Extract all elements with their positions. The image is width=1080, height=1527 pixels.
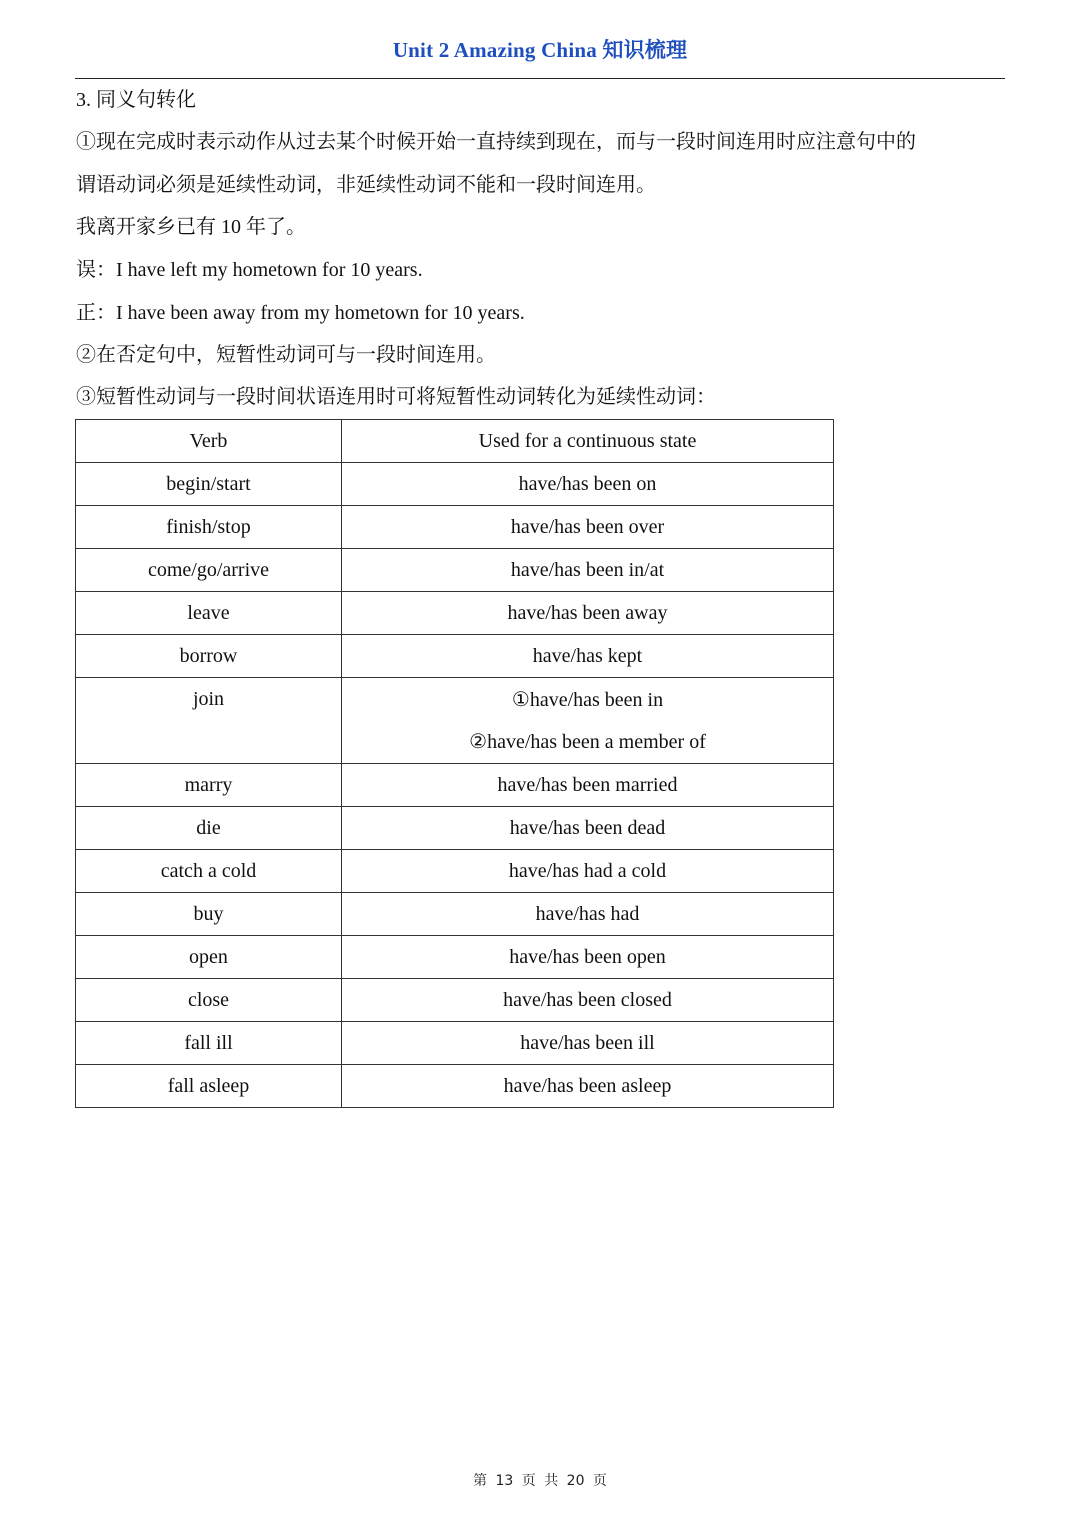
table-row [76, 850, 834, 893]
verb-cell: come/go/arrive [76, 549, 342, 592]
state-cell: have/has been dead [342, 807, 834, 850]
table-row [76, 936, 834, 979]
page-number-footer: 第 13 页 共 20 页 [473, 1473, 607, 1489]
rule-1-line-2: 谓语动词必须是延续性动词，非延续性动词不能和一段时间连用。 [76, 174, 656, 196]
verb-conversion-table [75, 419, 834, 1108]
verb-cell: leave [76, 592, 342, 635]
state-cell: have/has had [342, 893, 834, 936]
state-line-1: ①have/has been in [511, 688, 664, 711]
verb-cell: close [76, 979, 342, 1022]
table-row [76, 764, 834, 807]
state-cell-multi [342, 678, 834, 764]
verb-cell: buy [76, 893, 342, 936]
state-cell: have/has kept [342, 635, 834, 678]
example-chinese: 我离开家乡已有 10 年了。 [76, 216, 306, 238]
table-row [76, 979, 834, 1022]
table-header-row [76, 420, 834, 463]
state-line-2: ②have/has been a member of [469, 730, 706, 753]
verb-cell: begin/start [76, 463, 342, 506]
verb-cell: borrow [76, 635, 342, 678]
table-row [76, 1065, 834, 1108]
verb-cell: fall ill [76, 1022, 342, 1065]
state-cell: have/has been asleep [342, 1065, 834, 1108]
state-cell: have/has been married [342, 764, 834, 807]
verb-cell: join [76, 678, 342, 764]
page-header-title: Unit 2 Amazing China 知识梳理 [392, 38, 688, 62]
verb-cell: catch a cold [76, 850, 342, 893]
rule-1-line-1: ①现在完成时表示动作从过去某个时候开始一直持续到现在，而与一段时间连用时应注意句中的 [76, 131, 916, 153]
table-row [76, 1022, 834, 1065]
table-row [76, 678, 834, 764]
table-row [76, 592, 834, 635]
verb-cell: die [76, 807, 342, 850]
state-cell: have/has been over [342, 506, 834, 549]
table-row [76, 635, 834, 678]
state-cell: have/has had a cold [342, 850, 834, 893]
section-heading: 3. 同义句转化 [76, 89, 196, 111]
table-row [76, 893, 834, 936]
state-cell: have/has been ill [342, 1022, 834, 1065]
table-row [76, 549, 834, 592]
state-cell: have/has been in/at [342, 549, 834, 592]
example-right: 正：I have been away from my hometown for 10 years. [76, 302, 525, 324]
example-wrong: 误：I have left my hometown for 10 years. [76, 259, 423, 281]
verb-cell: finish/stop [76, 506, 342, 549]
verb-cell: fall asleep [76, 1065, 342, 1108]
table-row [76, 463, 834, 506]
column-header-verb: Verb [76, 420, 342, 463]
state-cell: have/has been open [342, 936, 834, 979]
rule-2: ②在否定句中，短暂性动词可与一段时间连用。 [76, 344, 496, 366]
column-header-state: Used for a continuous state [342, 420, 834, 463]
rule-3: ③短暂性动词与一段时间状语连用时可将短暂性动词转化为延续性动词： [76, 386, 716, 408]
verb-cell: marry [76, 764, 342, 807]
state-cell: have/has been closed [342, 979, 834, 1022]
verb-cell: open [76, 936, 342, 979]
state-cell: have/has been away [342, 592, 834, 635]
table-row [76, 506, 834, 549]
table-row [76, 807, 834, 850]
header-divider [75, 78, 1005, 79]
state-cell: have/has been on [342, 463, 834, 506]
